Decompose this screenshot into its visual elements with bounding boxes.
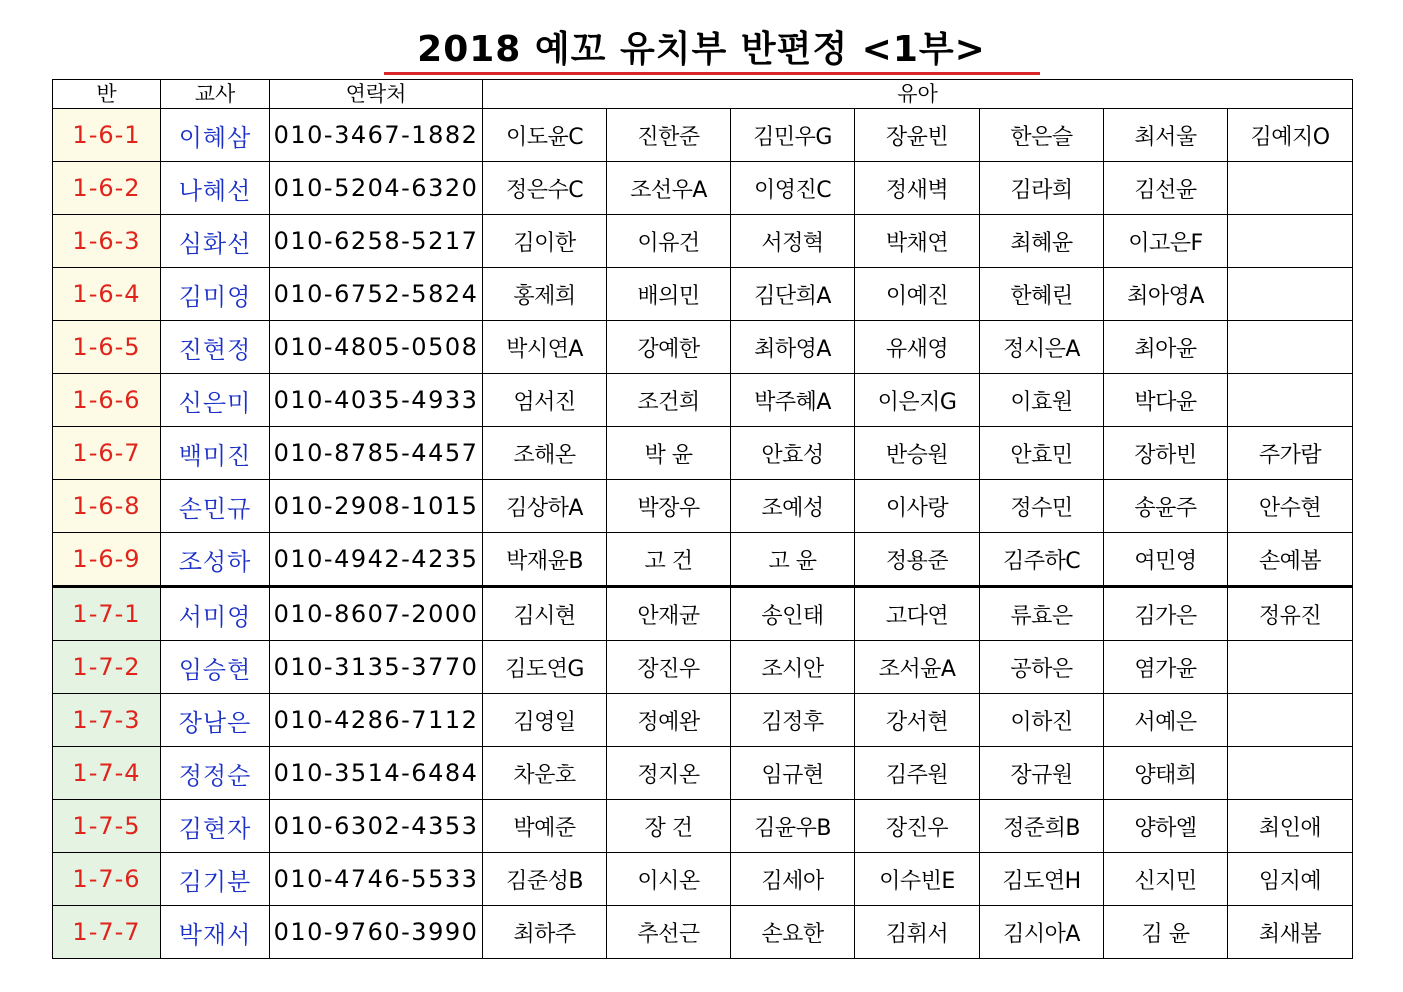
teacher-cell: 이혜삼: [161, 109, 270, 162]
class-cell: 1-6-3: [53, 215, 161, 268]
child-cell: 최아윤: [1104, 321, 1228, 374]
child-cell: 정새벽: [855, 162, 980, 215]
child-cell: 이효원: [980, 374, 1104, 427]
header-class: 반: [53, 80, 161, 109]
child-cell: 박시연A: [483, 321, 607, 374]
child-cell: 진한준: [607, 109, 731, 162]
child-cell: 차운호: [483, 747, 607, 800]
child-cell: 안수현: [1228, 480, 1353, 533]
class-cell: 1-6-8: [53, 480, 161, 533]
child-cell: 양하엘: [1104, 800, 1228, 853]
teacher-cell: 임승현: [161, 641, 270, 694]
phone-cell: 010-6258-5217: [270, 215, 483, 268]
child-cell: 이하진: [980, 694, 1104, 747]
child-cell: 한혜린: [980, 268, 1104, 321]
child-cell: 최아영A: [1104, 268, 1228, 321]
table-row: [53, 906, 1353, 959]
teacher-cell: 손민규: [161, 480, 270, 533]
child-cell: 한은슬: [980, 109, 1104, 162]
title-underline: [384, 72, 1040, 75]
child-cell: 조시안: [731, 641, 855, 694]
child-cell: 조건희: [607, 374, 731, 427]
child-cell: 양태희: [1104, 747, 1228, 800]
child-cell: 여민영: [1104, 533, 1228, 587]
teacher-cell: 장남은: [161, 694, 270, 747]
child-cell: [1228, 747, 1353, 800]
child-cell: 김주하C: [980, 533, 1104, 587]
child-cell: 송윤주: [1104, 480, 1228, 533]
class-cell: 1-7-5: [53, 800, 161, 853]
phone-cell: 010-4805-0508: [270, 321, 483, 374]
child-cell: 김시현: [483, 587, 607, 641]
class-cell: 1-6-2: [53, 162, 161, 215]
class-cell: 1-7-4: [53, 747, 161, 800]
phone-cell: 010-3135-3770: [270, 641, 483, 694]
phone-cell: 010-6752-5824: [270, 268, 483, 321]
child-cell: 이고은F: [1104, 215, 1228, 268]
child-cell: 박채연: [855, 215, 980, 268]
child-cell: 임규현: [731, 747, 855, 800]
child-cell: 김세아: [731, 853, 855, 906]
child-cell: 이도윤C: [483, 109, 607, 162]
child-cell: 신지민: [1104, 853, 1228, 906]
class-cell: 1-7-6: [53, 853, 161, 906]
phone-cell: 010-3467-1882: [270, 109, 483, 162]
class-cell: 1-6-5: [53, 321, 161, 374]
child-cell: 장 건: [607, 800, 731, 853]
child-cell: 정유진: [1228, 587, 1353, 641]
child-cell: 김단희A: [731, 268, 855, 321]
child-cell: 박예준: [483, 800, 607, 853]
table-row: [53, 587, 1353, 641]
child-cell: 정예완: [607, 694, 731, 747]
phone-cell: 010-4286-7112: [270, 694, 483, 747]
class-cell: 1-6-7: [53, 427, 161, 480]
child-cell: 장진우: [855, 800, 980, 853]
table-row: [53, 268, 1353, 321]
class-cell: 1-7-3: [53, 694, 161, 747]
child-cell: 엄서진: [483, 374, 607, 427]
child-cell: 강서현: [855, 694, 980, 747]
child-cell: 임지예: [1228, 853, 1353, 906]
child-cell: 이영진C: [731, 162, 855, 215]
child-cell: 박주혜A: [731, 374, 855, 427]
phone-cell: 010-4746-5533: [270, 853, 483, 906]
child-cell: [1228, 268, 1353, 321]
child-cell: 홍제희: [483, 268, 607, 321]
phone-cell: 010-3514-6484: [270, 747, 483, 800]
header-row: [53, 80, 1353, 109]
page-title: 2018 예꼬 유치부 반편정 <1부>: [417, 29, 986, 70]
phone-cell: 010-4035-4933: [270, 374, 483, 427]
teacher-cell: 진현정: [161, 321, 270, 374]
child-cell: 손요한: [731, 906, 855, 959]
child-cell: [1228, 321, 1353, 374]
child-cell: 정은수C: [483, 162, 607, 215]
class-cell: 1-7-1: [53, 587, 161, 641]
class-cell: 1-6-6: [53, 374, 161, 427]
child-cell: 최혜윤: [980, 215, 1104, 268]
child-cell: 최서울: [1104, 109, 1228, 162]
roster-body: [53, 109, 1353, 959]
header-contact: 연락처: [270, 80, 483, 109]
child-cell: 김윤우B: [731, 800, 855, 853]
class-cell: 1-6-1: [53, 109, 161, 162]
child-cell: [1228, 641, 1353, 694]
child-cell: 이은지G: [855, 374, 980, 427]
child-cell: 주가람: [1228, 427, 1353, 480]
child-cell: 장윤빈: [855, 109, 980, 162]
teacher-cell: 서미영: [161, 587, 270, 641]
table-row: [53, 533, 1353, 587]
child-cell: 고 윤: [731, 533, 855, 587]
child-cell: 정용준: [855, 533, 980, 587]
class-cell: 1-7-2: [53, 641, 161, 694]
table-row: [53, 694, 1353, 747]
table-row: [53, 109, 1353, 162]
child-cell: 강예한: [607, 321, 731, 374]
child-cell: 추선근: [607, 906, 731, 959]
child-cell: 이사랑: [855, 480, 980, 533]
child-cell: 최하주: [483, 906, 607, 959]
class-cell: 1-6-4: [53, 268, 161, 321]
child-cell: [1228, 215, 1353, 268]
child-cell: 김이한: [483, 215, 607, 268]
phone-cell: 010-5204-6320: [270, 162, 483, 215]
child-cell: 손예봄: [1228, 533, 1353, 587]
child-cell: 반승원: [855, 427, 980, 480]
child-cell: 배의민: [607, 268, 731, 321]
child-cell: 김주원: [855, 747, 980, 800]
teacher-cell: 심화선: [161, 215, 270, 268]
phone-cell: 010-8607-2000: [270, 587, 483, 641]
child-cell: 장규원: [980, 747, 1104, 800]
child-cell: 정시은A: [980, 321, 1104, 374]
child-cell: 최인애: [1228, 800, 1353, 853]
table-row: [53, 853, 1353, 906]
table-row: [53, 427, 1353, 480]
child-cell: 김상하A: [483, 480, 607, 533]
phone-cell: 010-9760-3990: [270, 906, 483, 959]
child-cell: 고 건: [607, 533, 731, 587]
table-row: [53, 747, 1353, 800]
header-teacher: 교사: [161, 80, 270, 109]
child-cell: 정지온: [607, 747, 731, 800]
child-cell: 장하빈: [1104, 427, 1228, 480]
child-cell: 고다연: [855, 587, 980, 641]
child-cell: 김가은: [1104, 587, 1228, 641]
child-cell: 박 윤: [607, 427, 731, 480]
teacher-cell: 박재서: [161, 906, 270, 959]
table-row: [53, 480, 1353, 533]
child-cell: 송인태: [731, 587, 855, 641]
child-cell: 박장우: [607, 480, 731, 533]
child-cell: 김정후: [731, 694, 855, 747]
table-row: [53, 321, 1353, 374]
child-cell: 김준성B: [483, 853, 607, 906]
table-row: [53, 162, 1353, 215]
child-cell: 박재윤B: [483, 533, 607, 587]
child-cell: 김휘서: [855, 906, 980, 959]
child-cell: 조선우A: [607, 162, 731, 215]
child-cell: 김시아A: [980, 906, 1104, 959]
child-cell: 김도연H: [980, 853, 1104, 906]
class-cell: 1-6-9: [53, 533, 161, 587]
teacher-cell: 김현자: [161, 800, 270, 853]
phone-cell: 010-2908-1015: [270, 480, 483, 533]
teacher-cell: 백미진: [161, 427, 270, 480]
phone-cell: 010-6302-4353: [270, 800, 483, 853]
teacher-cell: 정정순: [161, 747, 270, 800]
teacher-cell: 신은미: [161, 374, 270, 427]
header-children: 유아: [483, 80, 1353, 109]
child-cell: 김선윤: [1104, 162, 1228, 215]
child-cell: 조예성: [731, 480, 855, 533]
phone-cell: 010-4942-4235: [270, 533, 483, 587]
child-cell: 김영일: [483, 694, 607, 747]
child-cell: 최새봄: [1228, 906, 1353, 959]
child-cell: 이수빈E: [855, 853, 980, 906]
child-cell: 유새영: [855, 321, 980, 374]
child-cell: 정준희B: [980, 800, 1104, 853]
child-cell: 서예은: [1104, 694, 1228, 747]
child-cell: 조서윤A: [855, 641, 980, 694]
child-cell: 김예지O: [1228, 109, 1353, 162]
child-cell: 염가윤: [1104, 641, 1228, 694]
class-roster-table: [52, 79, 1353, 959]
child-cell: 이예진: [855, 268, 980, 321]
child-cell: 이시온: [607, 853, 731, 906]
child-cell: 김 윤: [1104, 906, 1228, 959]
child-cell: 장진우: [607, 641, 731, 694]
child-cell: 최하영A: [731, 321, 855, 374]
child-cell: [1228, 694, 1353, 747]
class-cell: 1-7-7: [53, 906, 161, 959]
table-row: [53, 800, 1353, 853]
child-cell: 정수민: [980, 480, 1104, 533]
child-cell: 김라희: [980, 162, 1104, 215]
child-cell: 안효성: [731, 427, 855, 480]
teacher-cell: 나혜선: [161, 162, 270, 215]
child-cell: 공하은: [980, 641, 1104, 694]
child-cell: 박다윤: [1104, 374, 1228, 427]
child-cell: 이유건: [607, 215, 731, 268]
child-cell: 김도연G: [483, 641, 607, 694]
teacher-cell: 김미영: [161, 268, 270, 321]
child-cell: 조해온: [483, 427, 607, 480]
phone-cell: 010-8785-4457: [270, 427, 483, 480]
teacher-cell: 조성하: [161, 533, 270, 587]
child-cell: [1228, 374, 1353, 427]
child-cell: 안효민: [980, 427, 1104, 480]
child-cell: 서정혁: [731, 215, 855, 268]
child-cell: 안재균: [607, 587, 731, 641]
table-row: [53, 641, 1353, 694]
teacher-cell: 김기분: [161, 853, 270, 906]
child-cell: 류효은: [980, 587, 1104, 641]
child-cell: [1228, 162, 1353, 215]
table-row: [53, 374, 1353, 427]
table-row: [53, 215, 1353, 268]
child-cell: 김민우G: [731, 109, 855, 162]
